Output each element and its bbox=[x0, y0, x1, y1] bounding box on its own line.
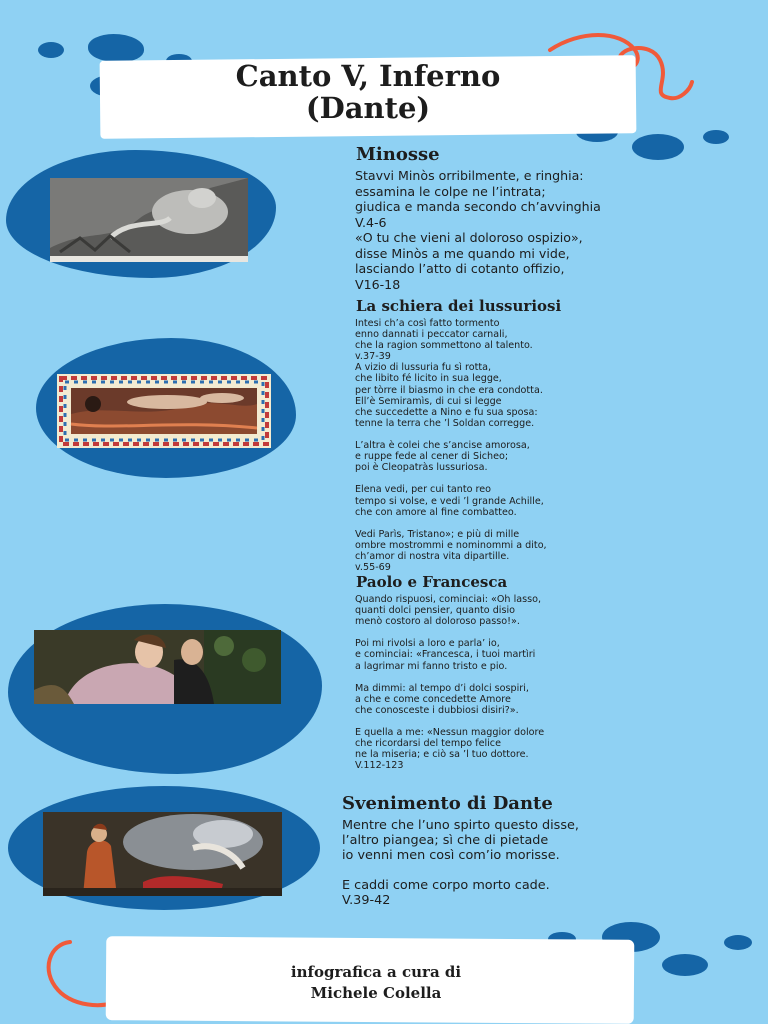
section-verses-svenimento: Mentre che l’uno spirto questo disse, l’altro piangea; sì che di pietade io venni men così com’io morisse. E caddi come corpo morto cade. V.39-42 bbox=[342, 818, 579, 908]
section-heading-svenimento: Svenimento di Dante bbox=[342, 793, 553, 814]
title-line-1: Canto V, Inferno bbox=[235, 59, 501, 93]
decor-blob bbox=[632, 134, 684, 160]
section-verses-minosse: Stavvi Minòs orribilmente, e ringhia: essamina le colpe ne l’intrata; giudica e manda secondo ch’avvinghia V.4-6 «O tu che vieni al doloroso ospizio», disse Minòs a me quando mi vide, lasciando l’atto di cotanto offizio, V16-18 bbox=[355, 168, 601, 292]
dante-swoon-painting-image bbox=[43, 812, 282, 896]
decor-blob bbox=[724, 935, 752, 950]
decor-blob bbox=[88, 34, 144, 62]
decor-blob bbox=[662, 954, 708, 976]
engraving-minos-image bbox=[50, 178, 248, 262]
decor-blob bbox=[38, 42, 64, 58]
illuminated-manuscript-image bbox=[57, 374, 271, 448]
section-heading-minosse: Minosse bbox=[356, 144, 440, 165]
decor-blob bbox=[703, 130, 729, 144]
credit-author: Michele Colella bbox=[310, 984, 442, 1002]
section-verses-lussuriosi: Intesi ch’a così fatto tormento enno dannati i peccator carnali, che la ragion sommettono al talento. v.37-39 A vizio di lussuria fu sì rotta, che libito fé licito in sua legge, per tòrre il biasmo in che era condotta. Ell’è Semiramìs, di cui si legge che succedette a Nino e fu sua sposa: tenne la terra che ’l Soldan corregge. L’altra è colei che s’ancise amorosa, e ruppe fede al cener di Sicheo; poi è Cleopatràs lussuriosa. Elena vedi, per cui tanto reo tempo si volse, e vedi ’l grande Achille, che con amore al fine combatteo. Vedi Parìs, Tristano»; e più di mille ombre mostrommi e nominommi a dito, ch’amor di nostra vita dipartille. v.55-69 bbox=[355, 318, 547, 574]
section-heading-lussuriosi: La schiera dei lussuriosi bbox=[356, 297, 562, 315]
section-verses-paolo-francesca: Quando rispuosi, cominciai: «Oh lasso, quanti dolci pensier, quanto disio menò costoro al doloroso passo!». Poi mi rivolsi a loro e parla’ io, e cominciai: «Francesca, i tuoi martìri a lagrimar mi fanno tristo e pio. Ma dimmi: al tempo d’i dolci sospiri, a che e come concedette Amore che conosceste i dubbiosi disiri?». E quella a me: «Nessun maggior dolore che ricordarsi del tempo felice ne la miseria; e ciò sa ’l tuo dottore. V.112-123 bbox=[355, 594, 545, 772]
page-title bbox=[100, 60, 636, 124]
paolo-francesca-painting-image bbox=[34, 630, 281, 704]
section-heading-paolo-francesca: Paolo e Francesca bbox=[356, 573, 508, 591]
title-line-2: (Dante) bbox=[305, 91, 431, 125]
credit-line-1: infografica a cura di bbox=[290, 963, 462, 981]
